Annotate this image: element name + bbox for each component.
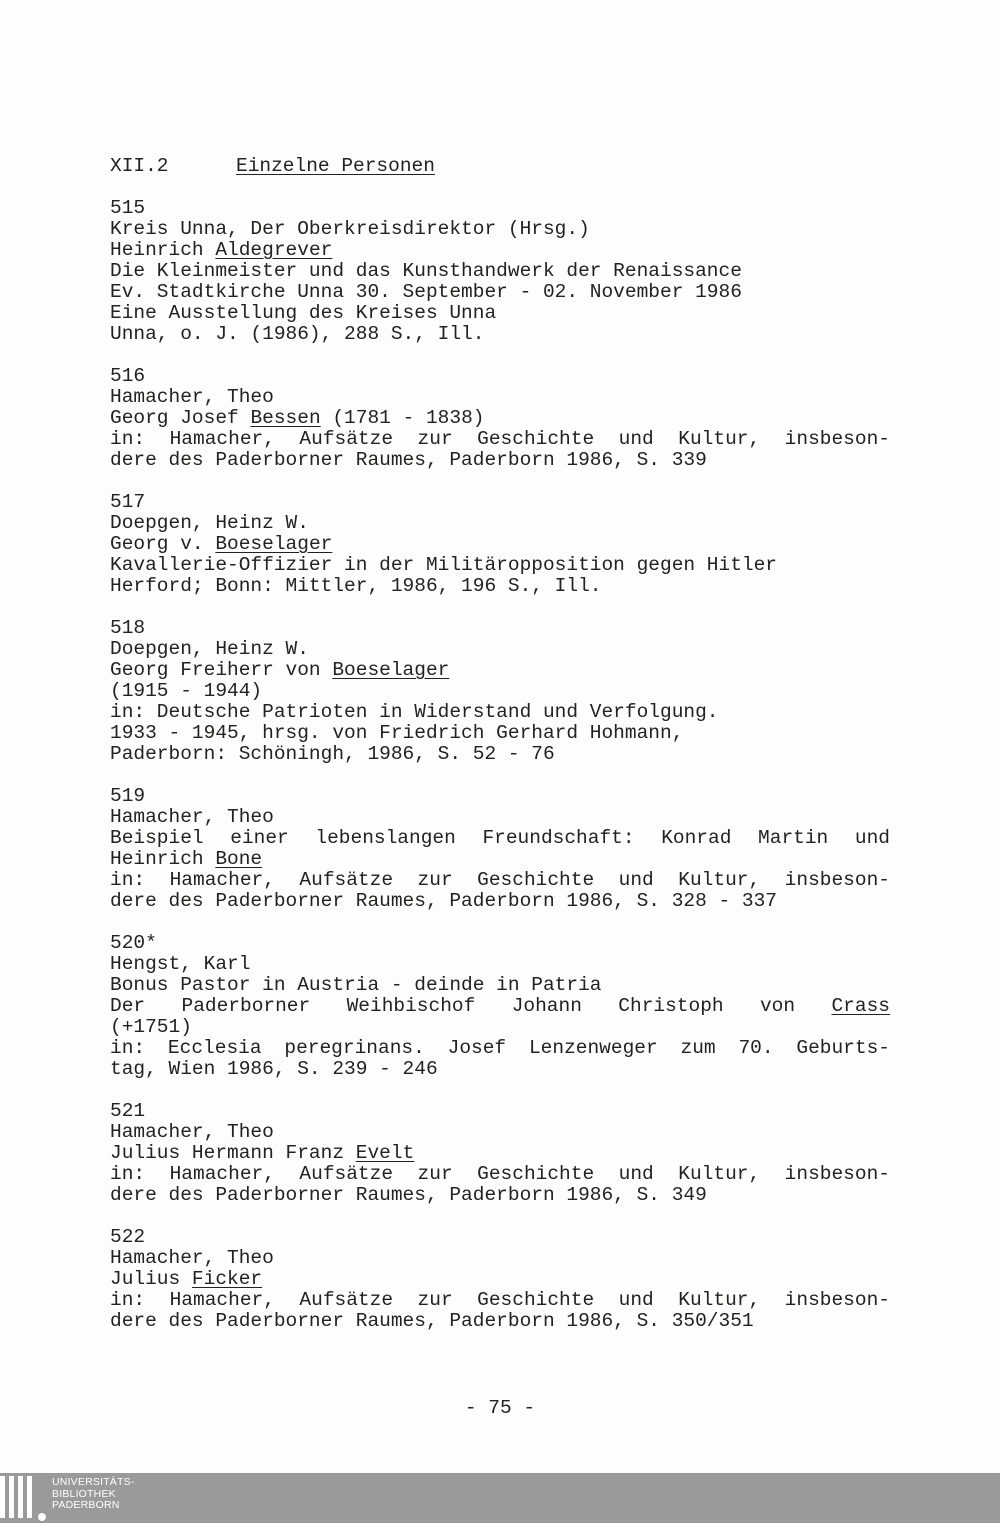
- entry-text: Unna, o. J. (1986), 288 S., Ill.: [110, 323, 485, 345]
- entry-line: [110, 849, 890, 870]
- library-logo-text: [52, 1477, 135, 1512]
- entry-number: 520*: [110, 932, 157, 954]
- bibliography-entry: [110, 1227, 890, 1332]
- entry-line: [110, 1290, 890, 1311]
- entry-text: Hamacher, Theo: [110, 386, 274, 408]
- entry-line: [110, 1122, 890, 1143]
- entry-line: [110, 1164, 890, 1185]
- entry-text: Die Kleinmeister und das Kunsthandwerk der Renaissance: [110, 260, 742, 282]
- entry-text: in: Hamacher, Aufsätze zur Geschichte und Kultur, insbeson-: [110, 869, 890, 891]
- entry-text: tag, Wien 1986, S. 239 - 246: [110, 1058, 438, 1080]
- person-name: Boeselager: [215, 533, 333, 555]
- entry-text: in: Ecclesia peregrinans. Josef Lenzenweger zum 70. Geburts-: [110, 1037, 890, 1059]
- entry-text: Eine Ausstellung des Kreises Unna: [110, 302, 497, 324]
- entry-text: Hamacher, Theo: [110, 1247, 274, 1269]
- person-name: Aldegrever: [215, 239, 333, 261]
- entry-line: [110, 261, 890, 282]
- entry-line: [110, 828, 890, 849]
- entry-text: (1915 - 1944): [110, 680, 263, 702]
- entry-line: [110, 723, 890, 744]
- document-content: [110, 156, 890, 1353]
- entry-line: [110, 996, 890, 1017]
- bibliography-entry: [110, 1101, 890, 1206]
- entry-text: Heinrich: [110, 239, 216, 261]
- entry-text: dere des Paderborner Raumes, Paderborn 1986, S. 339: [110, 449, 707, 471]
- person-name: Bessen: [250, 407, 321, 429]
- entry-line: [110, 303, 890, 324]
- entry-text: Julius Hermann Franz: [110, 1142, 356, 1164]
- entry-text: Kreis Unna, Der Oberkreisdirektor (Hrsg.): [110, 218, 590, 240]
- entry-line: [110, 1269, 890, 1290]
- person-name: Crass: [831, 995, 890, 1017]
- entry-text: Bonus Pastor in Austria - deinde in Patria: [110, 974, 602, 996]
- entry-text: dere des Paderborner Raumes, Paderborn 1986, S. 349: [110, 1184, 707, 1206]
- entry-number: 515: [110, 197, 146, 219]
- entry-text: Kavallerie-Offizier in der Militäropposition gegen Hitler: [110, 554, 778, 576]
- entry-text: Julius: [110, 1268, 192, 1290]
- entry-line: [110, 240, 890, 261]
- entry-line: [110, 891, 890, 912]
- entry-text: dere des Paderborner Raumes, Paderborn 1986, S. 328 - 337: [110, 890, 778, 912]
- entry-line: [110, 1038, 890, 1059]
- entry-number: 517: [110, 491, 146, 513]
- entry-text: Hamacher, Theo: [110, 1121, 274, 1143]
- entry-line: [110, 660, 890, 681]
- entry-text: Georg Freiherr von: [110, 659, 333, 681]
- logo-dot-icon: [38, 1513, 46, 1521]
- entry-text: Hengst, Karl: [110, 953, 251, 975]
- entry-line: [110, 807, 890, 828]
- entry-text: 1933 - 1945, hrsg. von Friedrich Gerhard Hohmann,: [110, 722, 684, 744]
- entry-line: [110, 1248, 890, 1269]
- entry-text: Georg v.: [110, 533, 216, 555]
- entry-line: [110, 513, 890, 534]
- logo-line-2: BIBLIOTHEK: [52, 1487, 116, 1500]
- entry-line: [110, 975, 890, 996]
- library-barcode-logo-icon: [0, 1473, 36, 1523]
- person-name: Boeselager: [332, 659, 450, 681]
- entry-line: [110, 1311, 890, 1332]
- bibliography-entry: [110, 786, 890, 912]
- entry-line: [110, 408, 890, 429]
- entry-line: [110, 534, 890, 555]
- entry-text: Heinrich: [110, 848, 216, 870]
- entry-line: [110, 576, 890, 597]
- person-name: Ficker: [191, 1268, 263, 1290]
- entry-text: Hamacher, Theo: [110, 806, 274, 828]
- section-number: XII.2: [110, 155, 169, 177]
- entry-line: [110, 1059, 890, 1080]
- entry-line: [110, 681, 890, 702]
- entry-line: [110, 282, 890, 303]
- entry-line: [110, 324, 890, 345]
- bibliography-entry: [110, 366, 890, 471]
- entry-text: Doepgen, Heinz W.: [110, 638, 309, 660]
- entry-line: [110, 387, 890, 408]
- entry-text: Ev. Stadtkirche Unna 30. September - 02. November 1986: [110, 281, 742, 303]
- bibliography-entry: [110, 492, 890, 597]
- entry-text: Doepgen, Heinz W.: [110, 512, 309, 534]
- bibliography-list: [110, 198, 890, 1332]
- entry-number: 516: [110, 365, 146, 387]
- entry-line: [110, 702, 890, 723]
- entry-line: [110, 954, 890, 975]
- entry-text: Herford; Bonn: Mittler, 1986, 196 S., Ill.: [110, 575, 602, 597]
- entry-text: Georg Josef: [110, 407, 251, 429]
- logo-line-1: UNIVERSITÄTS-: [52, 1476, 135, 1488]
- entry-line: [110, 555, 890, 576]
- entry-line: [110, 429, 890, 450]
- entry-text: in: Deutsche Patrioten in Widerstand und Verfolgung.: [110, 701, 719, 723]
- entry-text: in: Hamacher, Aufsätze zur Geschichte und Kultur, insbeson-: [110, 1163, 890, 1185]
- bibliography-entry: [110, 933, 890, 1080]
- entry-line: [110, 639, 890, 660]
- page-number: - 75 -: [464, 1397, 536, 1419]
- entry-line: [110, 450, 890, 471]
- library-footer: [0, 1473, 1000, 1523]
- section-title: Einzelne Personen: [236, 155, 435, 177]
- entry-line: [110, 219, 890, 240]
- bibliography-entry: [110, 618, 890, 765]
- entry-number: 521: [110, 1100, 146, 1122]
- entry-text: Beispiel einer lebenslangen Freundschaft: Konrad Martin und: [110, 827, 890, 849]
- entry-text: in: Hamacher, Aufsätze zur Geschichte und Kultur, insbeson-: [110, 1289, 890, 1311]
- bibliography-entry: [110, 198, 890, 345]
- entry-line: [110, 744, 890, 765]
- entry-line: [110, 1017, 890, 1038]
- entry-text: (+1751): [110, 1016, 192, 1038]
- logo-line-3: PADERBORN: [52, 1499, 120, 1511]
- entry-text: dere des Paderborner Raumes, Paderborn 1986, S. 350/351: [110, 1310, 754, 1332]
- entry-number: 519: [110, 785, 146, 807]
- entry-text: Der Paderborner Weihbischof Johann Christoph von: [110, 995, 832, 1017]
- entry-line: [110, 1143, 890, 1164]
- person-name: Evelt: [355, 1142, 415, 1164]
- entry-line: [110, 1185, 890, 1206]
- entry-text: Paderborn: Schöningh, 1986, S. 52 - 76: [110, 743, 555, 765]
- entry-text: (1781 - 1838): [320, 407, 485, 429]
- entry-text: in: Hamacher, Aufsätze zur Geschichte und Kultur, insbeson-: [110, 428, 890, 450]
- entry-number: 522: [110, 1226, 146, 1248]
- person-name: Bone: [215, 848, 263, 870]
- entry-line: [110, 870, 890, 891]
- section-heading: [110, 156, 890, 177]
- entry-number: 518: [110, 617, 146, 639]
